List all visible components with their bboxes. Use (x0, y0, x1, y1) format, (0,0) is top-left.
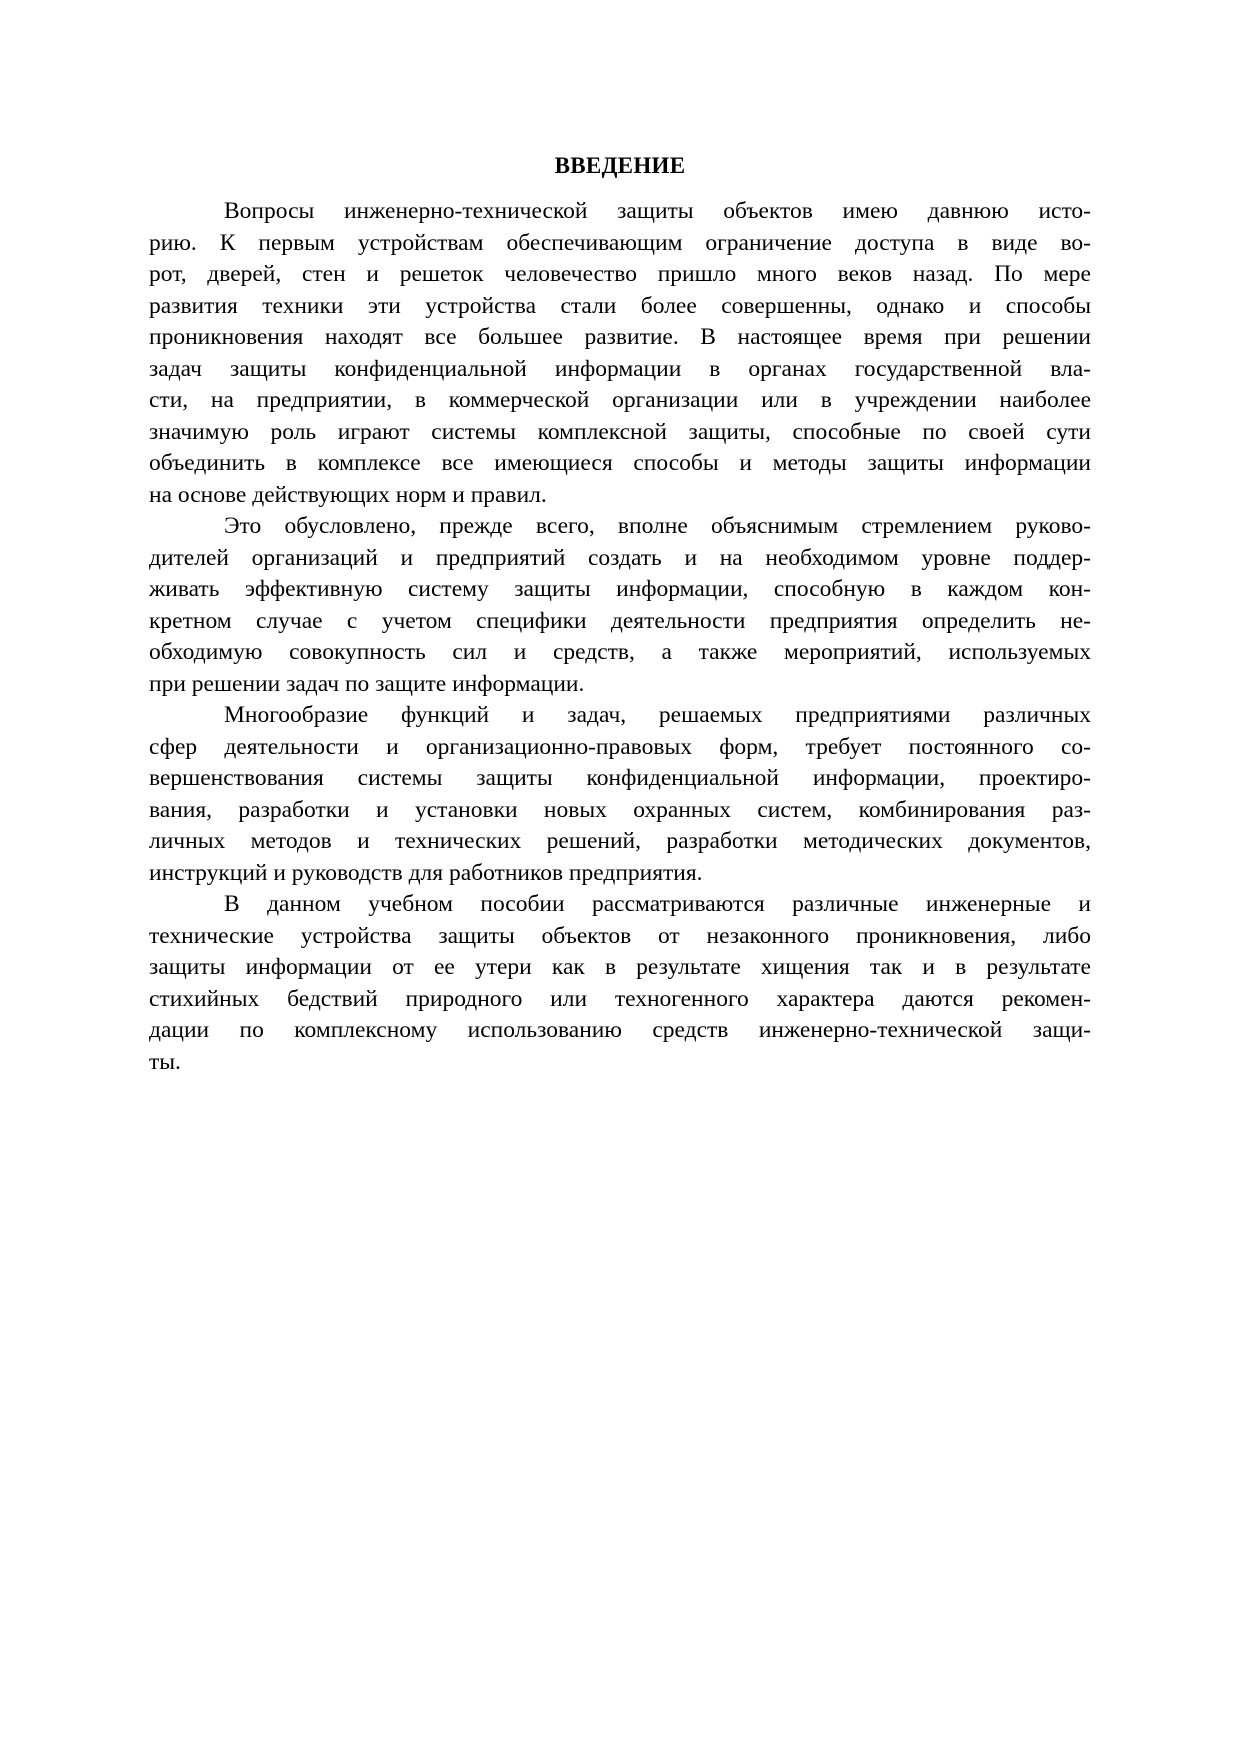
text-line: Это обусловлено, прежде всего, вполне объяснимым стремлением руково- (224, 513, 1091, 539)
text-line: на основе действующих норм и правил. (149, 481, 547, 508)
text-line: развития техники эти устройства стали более совершенны, однако и способы (149, 292, 1091, 319)
text-line: вания, разработки и установки новых охранных систем, комбинирования раз- (149, 796, 1091, 823)
text-line: вершенствования системы защиты конфиденциальной информации, проектиро- (149, 765, 1091, 791)
text-line: Вопросы инженерно-технической защиты объектов имею давнюю исто- (224, 198, 1091, 224)
text-line: технические устройства защиты объектов от незаконного проникновения, либо (149, 922, 1091, 949)
text-line: инструкций и руководств для работников предприятия. (149, 859, 703, 886)
paragraph-1 (149, 196, 1091, 511)
text-line: дителей организаций и предприятий создать и на необходимом уровне поддер- (149, 544, 1091, 571)
paragraph-3 (149, 700, 1091, 889)
text-line: ты. (149, 1048, 181, 1075)
text-line: защиты информации от ее утери как в результате хищения так и в результате (149, 954, 1091, 980)
page-title: ВВЕДЕНИЕ (554, 153, 686, 178)
paragraph-2 (149, 511, 1091, 700)
text-line: обходимую совокупность сил и средств, а также мероприятий, используемых (149, 639, 1091, 665)
text-line: задач защиты конфиденциальной информации в органах государственной вла- (149, 355, 1091, 382)
text-line: значимую роль играют системы комплексной защиты, способные по своей сути (149, 418, 1091, 445)
text-line: рию. К первым устройствам обеспечивающим ограничение доступа в виде во- (149, 229, 1091, 256)
text-line: сфер деятельности и организационно-правовых форм, требует постоянного со- (149, 733, 1091, 760)
page-content (149, 150, 1091, 1078)
text-line: кретном случае с учетом специфики деятельности предприятия определить не- (149, 607, 1091, 634)
text-line: живать эффективную систему защиты информации, способную в каждом кон- (149, 576, 1091, 602)
text-line: Многообразие функций и задач, решаемых предприятиями различных (224, 702, 1091, 728)
text-line: объединить в комплексе все имеющиеся способы и методы защиты информации (149, 450, 1091, 476)
text-line: стихийных бедствий природного или техногенного характера даются рекомен- (149, 985, 1091, 1012)
text-line: сти, на предприятии, в коммерческой организации или в учреждении наиболее (149, 387, 1091, 413)
text-line: В данном учебном пособии рассматриваются различные инженерные и (224, 891, 1091, 917)
text-line: проникновения находят все большее развитие. В настоящее время при решении (149, 324, 1091, 350)
text-line: личных методов и технических решений, разработки методических документов, (149, 828, 1091, 854)
paragraph-4 (149, 889, 1091, 1078)
text-line: рот, дверей, стен и решеток человечество пришло много веков назад. По мере (149, 261, 1091, 287)
text-line: дации по комплексному использованию средств инженерно-технической защи- (149, 1017, 1091, 1043)
text-line: при решении задач по защите информации. (149, 670, 585, 697)
